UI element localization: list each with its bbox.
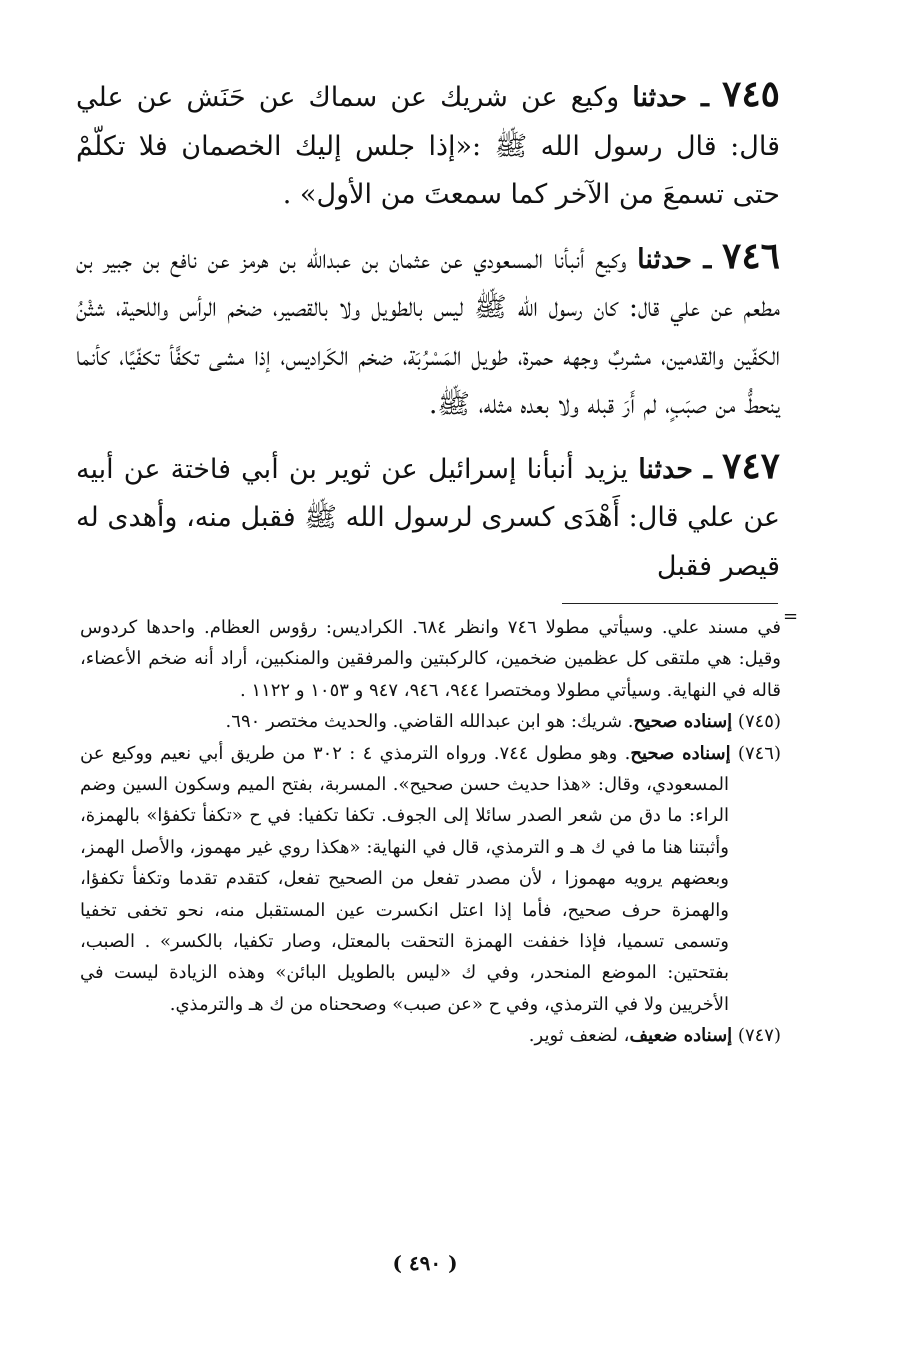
footnote-body: . وهو مطول ٧٤٤. ورواه الترمذي ٤ : ٣٠٢ من طريق أبي نعيم ووكيع عن المسعودي، وقال: «هذا حديث حسن صحيح». المسربة، بفتح الميم وسكون السين وضم الراء: ما دق من شعر الصدر سائلا إلى الجوف. تكفا تكفيا: في ح «تكفأ تكفؤا» بالهمزة، وأثبتنا هنا ما في ك هـ و الترمذي، قال في النهاية: «هكذا روي غير مهموز، والأصل الهمز، وبعضهم يرويه مهموزا ، لأن مصدر تفعل من الصحيح تفعل، كتقدم تقدما وتكفأ تكفؤا، والهمزة حرف صحيح، فأما إذا اعتل انكسرت عين المستقبل منه، نحو تخفى تخفيا وتسمى تسميا، فإذا خففت الهمزة التحقت بالمعتل، وصار تكفيا، بالكسر» . الصبب، بفتحتين: الموضع المنحدر، وفي ك «ليس بالطويل البائن» وهذه الزيادة ليست في الأخريين ولا في الترمذي، وفي ح «عن صبب» وصححناه من ك هـ والترمذي. [80,742,729,1015]
isnad-grade: إسناده صحيح [633,711,733,733]
hadith-body: وكيع أنبأنا المسعودي عن عثمان بن عبدالله بن هرمز عن نافع بن جبير بن مطعم عن علي قال: كان رسول الله ﷺ ليس بالطويل ولا بالقصير، ضخم الرأس واللحية، شثْنُ الكفّين والقدمين، مشربٌ وجهه حمرة، طويل المَسْرُبَة، ضخم الكَراديس، إذا مشى تكفَّأ تكفّيًا، كأنما ينحطُّ من صبَبٍ، لم أَرَ قبله ولا بعده مثله، ﷺ. [76,243,780,420]
hadith-number: ٧٤٥ [721,73,780,115]
footnote-body: ، لضعف ثوير. [528,1025,630,1047]
hadith-747: ٧٤٧ ـ حدثنا يزيد أنبأنا إسرائيل عن ثوير بن أبي فاختة عن أبيه عن علي قال: أَهْدَى كسرى لرسول الله ﷺ فقبل منه، وأهدى له قيصر فقبل [76,444,780,582]
footnote-separator [562,603,778,604]
narration-keyword: حدثنا [632,82,688,113]
isnad-grade: إسناده صحيح [630,742,731,764]
footnote-747 [80,1020,781,1051]
hadith-number: ٧٤٦ [721,234,780,277]
continuation-mark: = [783,606,799,627]
footnote-745 [80,706,781,737]
hadith-746: ٧٤٦ ـ حدثنا وكيع أنبأنا المسعودي عن عثمان بن عبدالله بن هرمز عن نافع بن جبير بن مطعم عن علي قال: كان رسول الله ﷺ ليس بالطويل ولا بالقصير، ضخم الرأس واللحية، شثْنُ الكفّين والقدمين، مشربٌ وجهه حمرة، طويل المَسْرُبَة، ضخم الكَراديس، إذا مشى تكفَّأ تكفّيًا، كأنما ينحطُّ من صبَبٍ، لم أَرَ قبله ولا بعده مثله، ﷺ. [76,234,780,420]
hadith-text [76,70,780,603]
footnote-ref: (٧٤٥) [737,711,781,733]
hadith-number: ٧٤٧ [721,444,780,487]
footnote-746 [80,738,781,1021]
hadith-body: يزيد أنبأنا إسرائيل عن ثوير بن أبي فاختة عن أبيه عن علي قال: أَهْدَى كسرى لرسول الله ﷺ فقبل منه، وأهدى له قيصر فقبل [76,453,780,582]
isnad-grade: إسناده ضعيف [629,1025,733,1047]
hadith-body: وكيع عن شريك عن سماك عن حَنَش عن علي قال: قال رسول الله ﷺ :«إذا جلس إليك الخصمان فلا تكلّمْ حتى تسمعَ من الآخر كما سمعتَ من الأول» . [76,82,780,210]
footnote-body: . شريك: هو ابن عبدالله القاضي. والحديث مختصر ٦٩٠. [225,711,634,733]
narration-keyword: حدثنا [637,243,692,275]
footnote-ref: (٧٤٧) [737,1025,781,1047]
narration-keyword: حدثنا [638,453,693,485]
footnotes [80,612,781,1052]
footnote-ref: (٧٤٦) [737,742,781,764]
footnote-continued: في مسند علي. وسيأتي مطولا ٧٤٦ وانظر ٦٨٤. الكراديس: رؤوس العظام. واحدها كردوس وقيل: هي ملتقى كل عظمين ضخمين، كالركبتين والمرفقين والمنكبين، أراد أنه ضخم الأعضاء، قاله في النهاية. وسيأتي مطولا ومختصرا ٩٤٤، ٩٤٦، ٩٤٧ و ١٠٥٣ و ١١٢٢ . [80,617,781,701]
page-number: ( ٤٩٠ ) [392,1251,458,1275]
hadith-745: ٧٤٥ ـ حدثنا وكيع عن شريك عن سماك عن حَنَش عن علي قال: قال رسول الله ﷺ :«إذا جلس إليك الخصمان فلا تكلّمْ حتى تسمعَ من الآخر كما سمعتَ من الأول» . [76,73,780,210]
